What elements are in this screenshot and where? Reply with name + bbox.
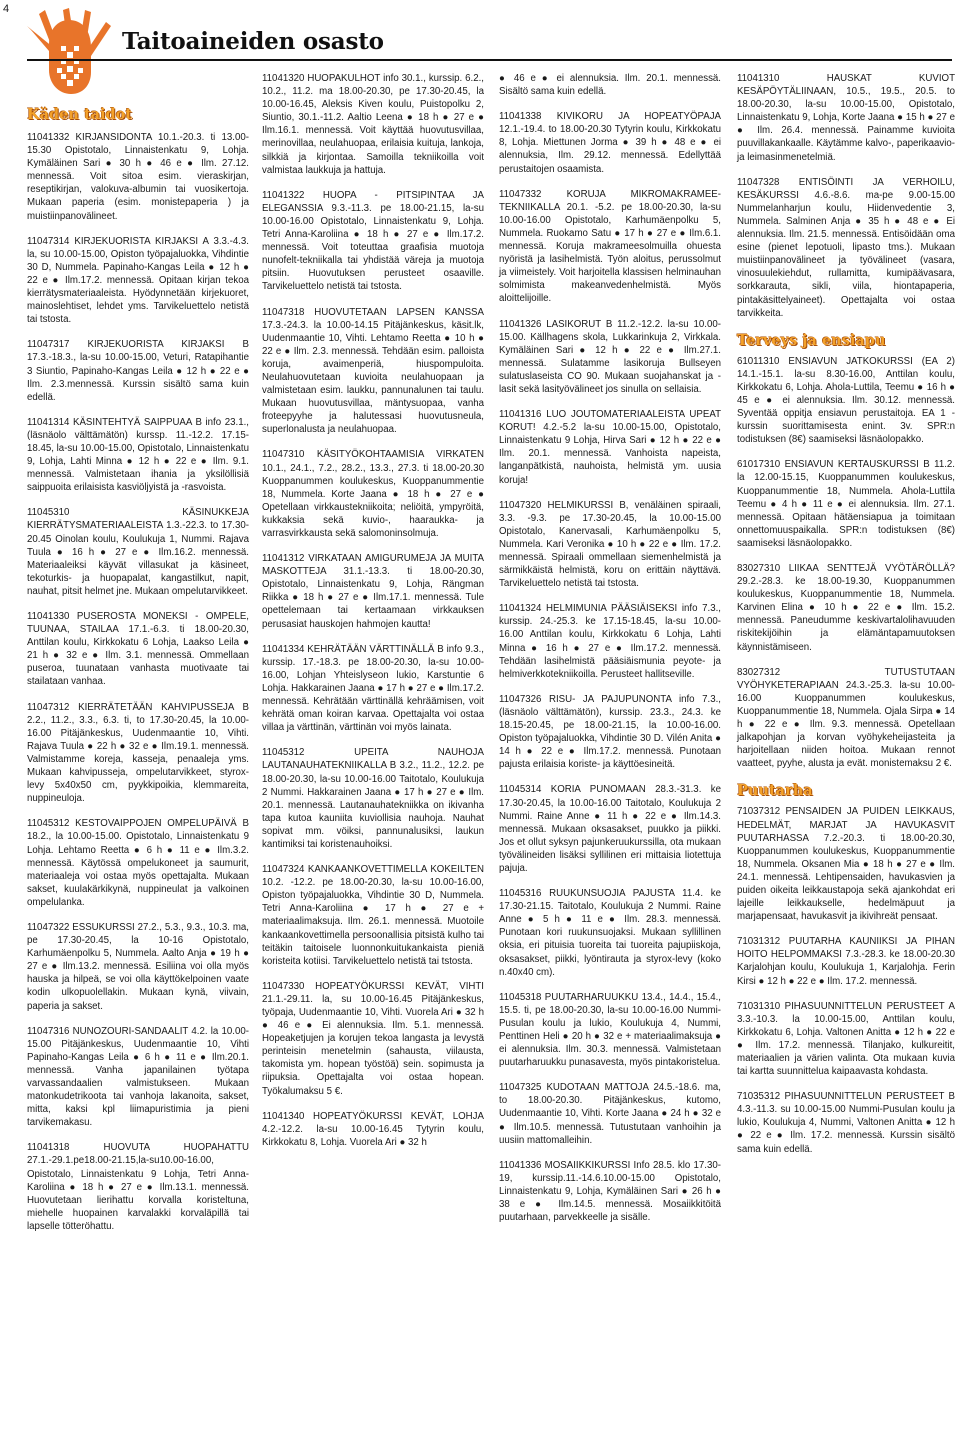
column-3	[499, 72, 721, 1236]
course-entry: 11047325 KUDOTAAN MATTOJA 24.5.-18.6. ma, to 18.00-20.30. Pitäjänkeskus, kutomo, Uudenmaantie 10, Vihti. Korte Jaana ● 24 h ● 32 e ● Ilm.10.5. mennessä. Tutustutaan vanhoihin ja uusiin mattomalleihin.	[499, 1082, 721, 1146]
column-1	[27, 106, 249, 1245]
section-heading: Puutarha	[737, 782, 813, 800]
course-entry: ● 46 e ● ei alennuksia. Ilm. 20.1. mennessä. Sisältö sama kuin edellä.	[499, 73, 721, 98]
course-entry: 11041316 LUO JOUTOMATERIAALEISTA UPEAT KORUT! 4.2.-5.2 la-su 10.00-15.00, Opistotalo, Linnaistenkatu 9 Lohja, Hirva Sari ● 12 h ● 22 e ● Ilm. 20.1. mennessä. Vanhoista napeista, langanpätkistä, nauhoista, helmistä ym. uusia koruja!	[499, 409, 721, 486]
course-entry: 11041340 HOPEATYÖKURSSI KEVÄT, LOHJA 4.2.-12.2. la-su 10.00-16.45 Tytyrin koulu, Kirkkokatu 8, Lohja. Vuorela Ari ● 32 h	[262, 1110, 484, 1148]
column-4	[737, 72, 955, 1168]
course-entry: 11041314 KÄSINTEHTYÄ SAIPPUAA B info 23.1., (läsnäolo välttämätön) kurssp. 11.-12.2. 17.15-18.45, la-su 10.00-15.00, Opistotalo, Linnaistenkatu 9, Lohja, Lahti Minna ● 12 h ● 22 e ● Ilm. 9.1. mennessä. Valmistetaan ihania ja yksilöllisiä saippuoita erilaisista kasviöljyistä ja -rasvoista.	[27, 416, 249, 494]
course-entry: 11041312 VIRKATAAN AMIGURUMEJA JA MUITA MASKOTTEJA 31.1.-13.3. ti 18.00-20.30, Opistotalo, Linnaistenkatu 9, Lohja, Rängman Riikka ● 18 h ● 27 e ● Ilm.17.1. mennessä. Tule opettelemaan tai kertaamaan virkkauksen perusasiat hauskojen hahmojen kautta!	[262, 553, 484, 630]
course-entry: 11047326 RISU- JA PAJUPUNONTA info 7.3., (läsnäolo välttämätön), kurssip. 23.3., 24.3. ke 18.15-20.45, pe 18.00-21.15, la 10.00-16.00. Opiston työpajaluokka, Vihdintie 30 D. Vilén Anita ● 14 h ● 22 e ● Ilm.17.2. mennessä. Punotaan pajusta erilaisia koriste- ja käyttöesineitä.	[499, 693, 721, 771]
course-entry: 11041332 KIRJANSIDONTA 10.1.-20.3. ti 13.00-15.30 Opistotalo, Linnaistenkatu 9, Lohja. Kymäläinen Sari ● 30 h ● 46 e ● Ilm. 27.12. mennessä. Voit sitoa esim. vieraskirjan, reseptikirjan, valokuva-albumin tai vuosikertoja. Mukaan paperia (esim. monistepaperia ) ja muistiinpanovälineet.	[27, 132, 249, 222]
course-entry: 11041310 HAUSKAT KUVIOT KESÄPÖYTÄLIINAAN, 10.5., 19.5., 20.5. to 18.00-20.30, la-su 10.00-15.00, Opistotalo, Linnaistenkatu 9, Lohja, Korte Jaana ● 15 h ● 27 e ● Ilm. 26.4. mennessä. Painamme kuvioita puuvillakankaalle. Käytämme kalvo-, paperikaavio- ja leimasinmenetelmiä.	[737, 73, 955, 163]
course-entry: 11041320 HUOPAKULHOT info 30.1., kurssip. 6.2., 10.2., 11.2. ma 18.00-20.30, pe 17.30-20.45, la 10.00-16.45, Aleksis Kiven koulu, Puistopolku 2, Siuntio, 30.1.-11.2. Aaltio Leena ● 18 h ● 27 e ● Ilm.16.1. mennessä. Voit käyttää huovutusvillaa, merinovillaa, neulahuopaa, erilaisia kuituja, lankoja, silkkiä ja kirjontaa. Samoilla tekniikoilla voit valmistaa laukkuja ja hattuja.	[262, 73, 484, 176]
course-entry: 83027312 TUTUSTUTAAN VYÖHYKETERAPIAAN 24.3.-25.3. la-su 10.00-16.00 Kuoppanummen koulukeskus, Kuoppanummentie 18, Nummela. Ojala Sirpa ● 14 h ● 22 e ● Ilm. 9.3. mennessä. Opetellaan jalkapohjan ja korvan vyöhykeheijasteita ja harjoitellaan niiden hoitoa. Mukaan rennot vaatteet, pyyhe, alusta ja evät. monistemaksu 2 €.	[737, 666, 955, 770]
course-entry: 11047332 KORUJA MIKROMAKRAMEE-TEKNIIKALLA 20.1. -5.2. pe 18.00-20.30, la-su 10.00-16.00 Opistotalo, Karhumäenpolku 5, Nummela. Ruokamo Satu ● 17 h ● 27 e ● Ilm.6.1. mennessä. Koruja makrameesolmuilla ohuesta nyöristä ja lasihelmistä. Työn aloitus, perussolmut ja viimeistely. Voit harjoitella klassisen helminauhan solmimista makeanvedenhelmistä. Myös aloittelijoille.	[499, 188, 721, 305]
course-entry: 11047314 KIRJEKUORISTA KIRJAKSI A 3.3.-4.3. la, su 10.00-15.00, Opiston työpajaluokka, Vihdintie 30 D, Nummela. Papinaho-Kangas Leila ● 12 h ● 22 e ● Ilm.17.2. mennessä. Opitaan kirjan tekoa kierrätysmateriaaleista. Hyödynnetään kirjekuoret, mainoslehtiset, lehdet yms. Tarvikeluettelo netistä tai tstosta.	[27, 235, 249, 326]
course-entry: 11045316 RUUKUNSUOJIA PAJUSTA 11.4. ke 17.30-21.15. Taitotalo, Koulukuja 2 Nummi. Raine Anne ● 5 h ● 11 e ● Ilm. 28.3. mennessä. Punotaan kori ruukunsuojaksi. Mukaan syllillinen oksia, eri pituisia tuoreita tai tuoreita pajupiiskoja, oksasakset, piikki, lyöntirauta ja styrox-levy (koko n.40x40 cm).	[499, 888, 721, 978]
course-entry: 11041322 HUOPA - PITSIPINTAA JA ELEGANSSIA 9.3.-11.3. pe 18.00-21.15, la-su 10.00-16.00 Opistotalo, Linnaistenkatu 9, Lohja. Tetri Anna-Karoliina ● 18 h ● 27 e ● Ilm.17.2. mennessä. Voit toteuttaa graafisia muotoja nunofelt-tekniikalla tai yhdistää väreja ja muotoja pitsiin. Huovutuksen perusteet osaaville. Tarvikeluettelo netistä tai tstosta.	[262, 189, 484, 293]
course-entry: 11045312 UPEITA NAUHOJA LAUTANAUHATEKNIIKALLA B 3.2., 11.2., 12.2. pe 18.00-20.30, la-su 10.00-16.00 Taitotalo, Koulukuja 2 Nummi. Hakkarainen Jaana ● 17 h ● 27 e ● Ilm. 20.1. mennessä. Lautanauhatekniikka on ikivanha tapa kutoa kauniita kuviollisia nauhoja. Nauhat sopivat mm. vöiksi, pannunalusiksi, laukun kantimiksi tai koristenauhoiksi.	[262, 747, 484, 850]
course-entry: 11047317 KIRJEKUORISTA KIRJAKSI B 17.3.-18.3., la-su 10.00-15.00, Veturi, Ratapihantie 3 Siuntio, Papinaho-Kangas Leila ● 12 h ● 22 e ● Ilm. 2.3.mennessä. Kurssin sisältö sama kuin edellä.	[27, 339, 249, 403]
course-entry: 11041338 KIVIKORU JA HOPEATYÖPAJA 12.1.-19.4. to 18.00-20.30 Tytyrin koulu, Kirkkokatu 8, Lohja. Miettunen Jorma ● 39 h ● 48 e ● ei alennuksia, Ilm. 29.12. mennessä. Edellyttää perustaitojen osaamista.	[499, 111, 721, 175]
course-entry: 11045310 KÄSINUKKEJA KIERRÄTYSMATERIAALEISTA 1.3.-22.3. to 17.30-20.45 Oinolan koulu, Koulukuja 1, Nummi. Rajava Tuula ● 16 h ● 27 e ● Ilm.16.2. mennessä. Materiaaleiksi käyvät villasukat ja käsineet, tekoturkis- ja huopapalat, kangastilkut, napit, nauhat, pitsit helmet jne. Mukaan ompelutarvikkeet.	[27, 507, 249, 597]
course-entry: 11047328 ENTISÖINTI JA VERHOILU, KESÄKURSSI 4.6.-8.6. ma-pe 9.00-15.00 Nummelanharjun koulu, Hiidenvedentie 3, Nummela. Salminen Anja ● 35 h ● 48 e ● Ei alennuksia. Ilm. 21.5. mennessä. Entisöidään oma esine (pienet lepotuoli, lipasto tms.). Mukaan muistiinpanovälineet ja työvälineet (vasara, vinosuulekiehdut, rullamitta, kumipäävasara, sorkkarauta, sikli, viila, hiontapaperia, pintakäsittelyaineet). Opettajalta voi ostaa tarvikkeita.	[737, 176, 955, 319]
course-entry: 71031312 PUUTARHA KAUNIIKSI JA PIHAN HOITO HELPOMMAKSI 7.3.-28.3. ke 18.00-20.30 Karjalohjan koulu, Koulukuja 1, Karjalohja. Ferin Kirsi ● 12 h ● 22 e ● Ilm. 17.2. mennessä.	[737, 936, 955, 987]
section-heading: Terveys ja ensiapu	[737, 331, 886, 349]
course-entry: 11047322 ESSUKURSSI 27.2., 5.3., 9.3., 10.3. ma, pe 17.30-20.45, la 10-16 Opistotalo, Karhumäenpolku 5, Nummela. Aalto Anja ● 19 h ● 27 e ● Ilm.13.2. mennessä. Esiliina voi olla myös hauska ja hilpeä, se voi olla käyttökelpoinen vaate kodin ulkopuolellakin. Mukaan kynä, viivain, paperia ja sakset.	[27, 921, 249, 1012]
course-entry: 11047316 NUNOZOURI-SANDAALIT 4.2. la 10.00-15.00 Pitäjänkeskus, Uudenmaantie 10, Vihti Papinaho-Kangas Leila ● 6 h ● 11 e ● Ilm.20.1. mennessä. Vanha japanilainen työtapa varvassandaalien valmistukseen. Mukaan matonkudetrikoota tai vanhoja lakanoita, sakset, mitta, kaksi kpl liimapuristimia ja pieni tarvikemakasu.	[27, 1025, 249, 1129]
course-entry: 11047310 KÄSITYÖKOHTAAMISIA VIRKATEN 10.1., 24.1., 7.2., 28.2., 13.3., 27.3. ti 18.00-20.30 Kuoppanummen koulukeskus, Kuoppanummentie 18, Nummela. Korte Jaana ● 18 h ● 27 e ● Opetellaan virkkaustekniikoita; neliöitä, ympyröitä, kukkaksia sekä kuvio-, haaraukka- ja varrasvirkkausta sekä salomoninsolmuja.	[262, 449, 484, 539]
course-entry: 11041318 HUOVUTA HUOPAHATTU 27.1.-29.1.pe18.00-21.15,la-su10.00-16.00, Opistotalo, Linnaistenkatu 9 Lohja, Tetri Anna-Karoliina ● 18 h ● 27 e ● Ilm.13.1. mennessä. Huovutetaan lierihattu korvalla koristeltuna, miehelle huopainen karvalakki korvaläpillä tai lapselle tötteröhattu.	[27, 1142, 249, 1232]
course-entry: 11045312 KESTOVAIPPOJEN OMPELUPÄIVÄ B 18.2., la 10.00-15.00. Opistotalo, Linnaistenkatu 9 Lohja. Lehtamo Reetta ● 6 h ● 11 e ● Ilm.3.2. mennessä. Käytössä ompelukoneet ja saumurit, materiaaleja voi ostaa myös opettajalta. Mukaan sakset, kuulakärkikynä, nuppineulat ja valkoinen ompelulanka.	[27, 818, 249, 908]
course-entry: 11041336 MOSAIIKKIKURSSI Info 28.5. klo 17.30-19, kurssip.11.-14.6.10.00-15.00 Opistotalo, Linnaistenkatu 9, Lohja, Kymäläinen Sari ● 26 h ● 38 e ● Ilm.14.5. mennessä. Mosaiikkitöitä puutarhaan, parvekkeelle ja sisälle.	[499, 1159, 721, 1224]
course-entry: 11041326 LASIKORUT B 11.2.-12.2. la-su 10.00-15.00. Källhagens skola, Lukkarinkuja 2, Virkkala. Kymäläinen Sari ● 12 h ● 22 e ● Ilm.27.1. mennessä. Sulatamme lasikoruja Bullseyen sulatuslaseista CO 90. Mukaan suojahanskat ja -lasit sekä lasityövälineet jos sinulla on sellaisia.	[499, 318, 721, 395]
column-2	[262, 72, 484, 1161]
course-entry: 11047320 HELMIKURSSI B, venäläinen spiraali, 3.3. -9.3. pe 17.30-20.45, la 10.00-15.00 Opistotalo, Kanervasali, Karhumäenpolku 5, Nummela. Kari Veronika ● 10 h ● 22 e ● Ilm. 17.2. mennessä. Spiraali ommellaan siemenhelmistä ja särmikkäistä helmistä, koru on erittäin näyttävä. Tarvikeluettelo netistä tai tstosta.	[499, 499, 721, 590]
title-rule	[27, 59, 952, 61]
course-entry: 71031310 PIHASUUNNITTELUN PERUSTEET A 3.3.-10.3. la 10.00-15.00, Anttilan koulu, Kirkkokatu 6, Lohja. Valtonen Anitta ● 12 h ● 22 e ● Ilm. 17.2. mennessä. Tilanjako, kulkureitit, materiaalien ja värien valinta. Ota mukaan kuvia tai kartta suunnittelua kaipaavasta kohdasta.	[737, 1000, 955, 1078]
hand-logo-icon	[18, 8, 120, 98]
course-entry: 71035312 PIHASUUNNITTELUN PERUSTEET B 4.3.-11.3. su 10.00-15.00 Nummi-Pusulan koulu ja lukio, Koulukuja 4, Nummi, Valtonen Anitta ● 12 h ● 22 e ● Ilm. 17.2. mennessä. Kurssin sisältö sama kuin edellä.	[737, 1091, 955, 1155]
course-entry: 11045314 KORIA PUNOMAAN 28.3.-31.3. ke 17.30-20.45, la 10.00-16.00 Taitotalo, Koulukuja 2 Nummi. Raine Anne ● 11 h ● 22 e ● Ilm.14.3. mennessä. Mukaan oksasakset, puukko ja piikki. Jos et ollut syksyn pajunkeruukurssilla, ota mukaan työvälineiden lisäksi syllilinen eri mittaisia liotettuja pajuja.	[499, 784, 721, 874]
page-title: Taitoaineiden osasto	[122, 28, 384, 55]
course-entry: 11041334 KEHRÄTÄÄN VÄRTTINÄLLÄ B info 9.3., kurssip. 17.-18.3. pe 18.00-20.30, la-su 10.00-16.00, Lohjan Yhteislyseon lukio, Karstuntie 6 Lohja. Hakkarainen Jaana ● 17 h ● 27 e ● Ilm.17.2. mennessä. Kehrätään värttinällä kehräämisen, voit kehrätä oman koiran karvaa. Opettajalta voi ostaa villaa ja värttinän, värttinän voi myös lainata.	[262, 643, 484, 734]
course-entry: 11045318 PUUTARHARUUKKU 13.4., 14.4., 15.4., 15.5. ti, pe 18.00-20.30, la-su 10.00-16.00 Nummi-Pusulan koulu ja lukio, Koulukuja 4, Nummi, Penttinen Heli ● 20 h ● 32 e + materiaalimaksuja ● ei alennuksia. Ilm. 30.3. mennessä. Valmistetaan puutarharuukku punasavesta, myös pintakoristelua.	[499, 991, 721, 1069]
course-entry: 61011310 ENSIAVUN JATKOKURSSI (EA 2) 14.1.-15.1. la-su 8.30-16.00, Anttilan koulu, Kirkkokatu 6, Lohja. Ahola-Luttila, Teemu ● 16 h ● 45 e ● ei alennuksia. Ilm. 30.12. mennessä. Syventää oppitja ensiavun perustaitoja. EA 1 -kurssin suorittamisesta enint. 3v. SPR:n todistuksen (8€) saamiseksi läsnäolopakko.	[737, 355, 955, 446]
course-entry: 11041324 HELMIMUNIA PÄÄSIÄISEKSI info 7.3., kurssip. 24.-25.3. ke 17.15-18.45, la-su 10.00-16.00 Anttilan koulu, Kirkkokatu 6 Lohja, Lahti Minna ● 16 h ● 27 e ● Ilm.17.2. mennessä. Tehdään lasihelmistä pääsiäismunia peyote- ja helmiverkkotekniikoilla. Perusteet hallitseville.	[499, 603, 721, 680]
course-entry: 11047312 KIERRÄTETÄÄN KAHVIPUSSEJA B 2.2., 11.2., 3.3., 6.3. ti, to 17.30-20.45, la 10.00-16.00 Pitäjänkeskus, Uudenmaantie 10, Vihti. Rajava Tuula ● 22 h ● 32 e ● Ilm.19.1. mennessä. Valmistamme koreja, kasseja, penaaleja yms. Mukaan kahvipusseja, ompelutarvikkeet, styrox-levy 5x40x50 cm, pyykkipoikia, klemmareita, nuppineuloja.	[27, 701, 249, 805]
course-entry: 61017310 ENSIAVUN KERTAUSKURSSI B 11.2. la 12.00-15.15, Kuoppanummen koulukeskus, Kuoppanummentie 18, Nummela. Ahola-Luttila Teemu ● 4 h ● 11 e ● ei alennuksia. Ilm. 27.1. mennessä. Opitaan hätäensiapua ja toimitaan onnettomuuspaikalla. SPR:n todistuksen (8€) saamiseksi läsnäolopakko.	[737, 459, 955, 549]
course-entry: 11047318 HUOVUTETAAN LAPSEN KANSSA 17.3.-24.3. la 10.00-14.15 Pitäjänkeskus, käsit.lk, Uudenmaantie 10, Vihti. Lehtamo Reetta ● 10 h ● 22 e ● Ilm. 2.3. mennessä. Tehdään esim. palloista koruja, avaimenperiä, hiuspompuloita. Neulahuovutetaan kuvioita neulahuopaan ja valmistetaan esim. laukku, pannunalunen tai taulu. Mukaan huovutusvillaa, mäntysuopaa, vanha froteepyyhe ja halutessasi huovutusneula, superlonalusta ja neulahuopaa.	[262, 306, 484, 436]
course-entry: 11047324 KANKAANKOVETTIMELLA KOKEILTEN 10.2. -12.2. pe 18.00-20.30, la-su 10.00-16.00, Opiston työpajaluokka, Vihdintie 30 D, Nummela. Tetri Anna-Karoliina ● 17 h ● 27 e + materiaalimaksuja. Ilm. 26.1. mennessä. Muotoile kankaankovettimella persoonallisia pitsistä kulho tai teitäkin taitoisele luonnonkuitukankaista pieniä koristeita kotiisi. Tarvikeluettelo netistä tai tstosta.	[262, 864, 484, 967]
course-entry: 11041330 PUSEROSTA MONEKSI - OMPELE, TUUNAA, STAILAA 17.1.-6.3. ti 18.00-20.30, Anttilan koulu, Kirkkokatu 6 Lohja, Laakso Leila ● 21 h ● 32 e ● Ilm. 3.1. mennessä. Ommellaan puseroa, tuunataan vanhasta muotivaate tai stailataan vanhaa.	[27, 611, 249, 688]
course-entry: 11047330 HOPEATYÖKURSSI KEVÄT, VIHTI 21.1.-29.11. la, su 10.00-16.45 Pitäjänkeskus, työpaja, Uudenmaantie 10, Vihti. Vuorela Ari ● 32 h ● 46 e ● Ei alennuksia. Ilm. 5.1. mennessä. Hopeaketjujen ja korujen tekoa langasta ja levystä perinteisin menetelmin (sahausta, viilausta, takomista ym. hopean työstöä) sein. sopimusta ja riipuksia. Opettajalta voi ostaa hopean. Työkalumaksu 5 €.	[262, 980, 484, 1097]
course-entry: 83027310 LIIKAA SENTTEJÄ VYÖTÄRÖLLÄ? 29.2.-28.3. ke 18.00-19.30, Kuoppanummen koulukeskus, Kuoppanummentie 18, Nummela. Karvinen Elina ● 10 h ● 22 e ● Ilm. 15.2. mennessä. Paneudumme keskivartalolihavuuden riskitekijöihin ja elämäntapamuutoksen käynnistämiseen.	[737, 563, 955, 653]
course-entry: 71037312 PENSAIDEN JA PUIDEN LEIKKAUS, HEDELMÄT, MARJAT JA HAVUKASVIT PUUTARHASSA 7.2.-20.3. ti 18.00-20.30, Kuoppanummen koulukeskus, Kuoppanummentie 18, Nummela. Oksanen Mia ● 18 h ● 27 e ● Ilm. 24.1. mennessä. Lehtipensaiden, havukasvien ja puiden oikeita leikkaustapoja sekä ajankohdat eri lajeille leikkaukselle, hedelmäpuut ja marjapensaat, havukasvit ja ikivihreät pensaat.	[737, 806, 955, 923]
page-number: 4	[3, 3, 10, 15]
section-heading: Käden taidot	[27, 106, 133, 123]
